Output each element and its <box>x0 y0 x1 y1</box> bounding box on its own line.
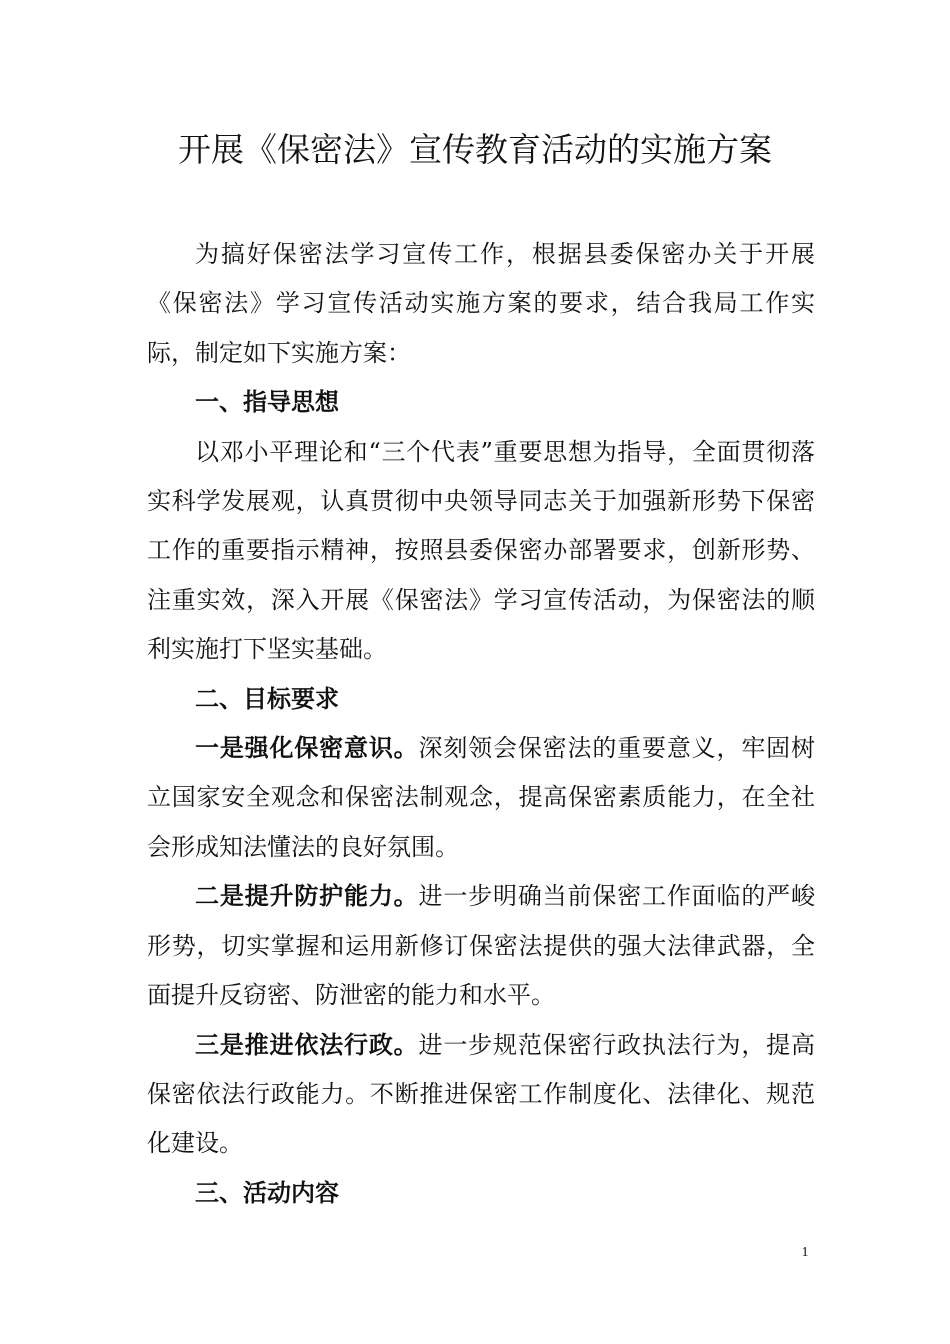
goal-2-lead: 二是提升防护能力。 <box>195 882 419 911</box>
goal-paragraph-1 <box>147 724 815 872</box>
guiding-ideology-paragraph: 以邓小平理论和“三个代表”重要思想为指导，全面贯彻落实科学发展观，认真贯彻中央领导同志关于加强新形势下保密工作的重要指示精神，按照县委保密办部署要求，创新形势、注重实效，深入开展《保密法》学习宣传活动，为保密法的顺利实施打下坚实基础。 <box>147 437 815 664</box>
document-title: 开展《保密法》宣传教育活动的实施方案 <box>178 130 772 169</box>
document-body <box>147 230 815 1218</box>
intro-paragraph: 为搞好保密法学习宣传工作，根据县委保密办关于开展《保密法》学习宣传活动实施方案的要求，结合我局工作实际，制定如下实施方案： <box>147 240 815 367</box>
goal-2-text: 进一步明确当前保密工作面临的严峻形势，切实掌握和运用新修订保密法提供的强大法律武器，全面提升反窃密、防泄密的能力和水平。 <box>147 882 815 1010</box>
goal-3-text: 进一步规范保密行政执法行为，提高保密依法行政能力。不断推进保密工作制度化、法律化、规范化建设。 <box>147 1030 815 1158</box>
section-heading-guiding-ideology: 一、指导思想 <box>195 388 339 417</box>
section-heading-activities: 三、活动内容 <box>195 1178 339 1207</box>
goal-paragraph-2 <box>147 872 815 1020</box>
section-heading-goals: 二、目标要求 <box>195 684 339 713</box>
page-number: 1 <box>801 1245 809 1260</box>
goal-1-lead: 一是强化保密意识。 <box>195 734 419 763</box>
goal-paragraph-3 <box>147 1021 815 1169</box>
goal-3-lead: 三是推进依法行政。 <box>195 1030 419 1059</box>
goal-1-text: 深刻领会保密法的重要意义，牢固树立国家安全观念和保密法制观念，提高保密素质能力，在全社会形成知法懂法的良好氛围。 <box>147 734 815 861</box>
